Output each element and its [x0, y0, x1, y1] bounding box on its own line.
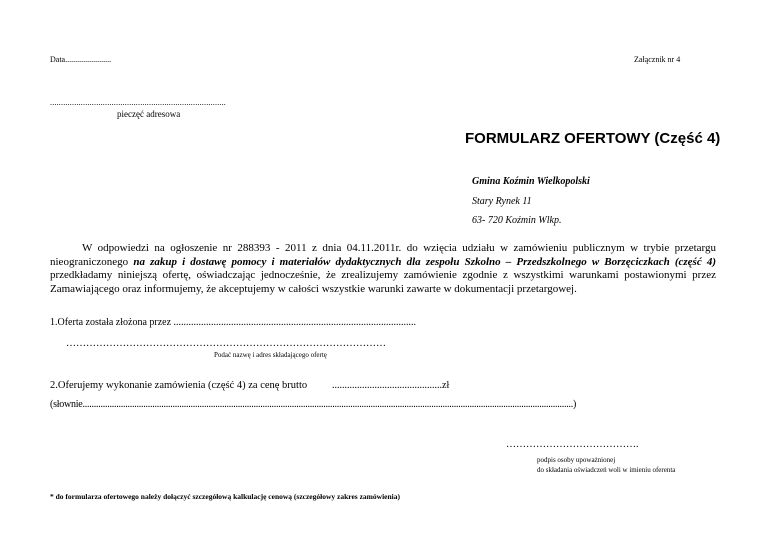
stamp-dots: ................................................................................: [50, 98, 226, 107]
date-field: Data.......................: [50, 55, 112, 64]
recipient-name: Gmina Koźmin Wielkopolski: [472, 176, 590, 187]
recipient-city: 63- 720 Koźmin Wlkp.: [472, 215, 562, 226]
attachment-label: Załącznik nr 4: [634, 55, 681, 64]
intro-text-2: przedkładamy niniejszą ofertę, oświadczając jednocześnie, że zrealizujemy zamówienie zgodnie z wszystkimi warunkami postawionymi przez Zamawiającego oraz informujemy, że akceptujemy w całości wszystkie warunki zawarte w dokumentacji przetargowej.: [50, 269, 716, 295]
offer-submitted-by: 1.Oferta została złożona przez .................................................................................................: [50, 317, 417, 328]
stamp-label: pieczęć adresowa: [117, 109, 181, 119]
price-label: 2.Oferujemy wykonanie zamówienia (część 4) za cenę brutto: [50, 380, 308, 391]
footnote: * do formularza ofertowego należy dołączyć szczegółową kalkulację cenową (szczegółowy zakres zamówienia): [50, 492, 400, 501]
signature-dots: ………………………………….: [506, 439, 639, 450]
intro-emphasis: na zakup i dostawę pomocy i materiałów dydaktycznych dla zespołu Szkolno – Przedszkolnego w Borzęciczkach (część 4): [133, 255, 716, 268]
submitter-hint: Podać nazwę i adres składającego ofertę: [214, 351, 327, 359]
page-title: FORMULARZ OFERTOWY (Część 4): [465, 130, 721, 147]
submitter-dots-line: ……………………………………………………………………………………: [66, 338, 386, 349]
intro-paragraph: [50, 242, 716, 296]
intro-text-1: W odpowiedzi na ogłoszenie nr 288393 - 2011 z dnia 04.11.2011r. do wzięcia udziału w zamówieniu publicznym w trybie przetargu nieograniczonego: [50, 242, 716, 268]
recipient-street: Stary Rynek 11: [472, 196, 532, 207]
signature-line-1: podpis osoby upoważnionej: [537, 456, 616, 464]
price-in-words-line: (słownie..........................................................................................................................................................................................................................): [50, 399, 577, 410]
signature-line-2: do składania oświadczeń woli w imieniu oferenta: [537, 466, 676, 474]
price-dots: ............................................zł: [332, 380, 450, 391]
